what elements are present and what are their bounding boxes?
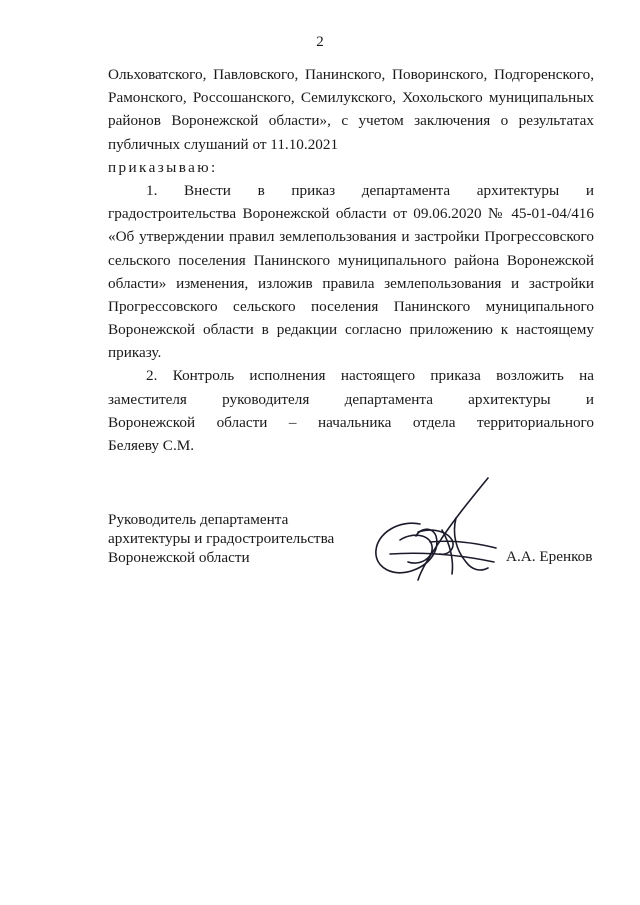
item-1-paragraph — [108, 179, 594, 365]
order-word: приказываю: — [108, 158, 218, 176]
text-line: сельского поселения Панинского муниципального района Воронежской — [108, 251, 594, 269]
signer-name: А.А. Еренков — [506, 548, 593, 565]
text-line: приказу. — [108, 344, 162, 362]
text-line: районов Воронежской области», с учетом заключения о результатах — [108, 112, 594, 130]
intro-paragraph — [108, 63, 594, 156]
page-number: 2 — [316, 34, 324, 50]
text-line: публичных слушаний от 11.10.2021 — [108, 135, 339, 153]
text-line: области» изменения, изложив правила землепользования и застройки — [108, 274, 594, 292]
text-line: градостроительства Воронежской области от 09.06.2020 № 45-01-04/416 — [108, 205, 594, 223]
text-line: «Об утверждении правил землепользования и застройки Прогрессовского — [108, 228, 594, 246]
signer-position-line: архитектуры и градостроительства — [108, 530, 335, 547]
text-line: Воронежской области – начальника отдела территориального — [108, 413, 594, 431]
signer-position — [108, 510, 334, 567]
text-line: 2. Контроль исполнения настоящего приказа возложить на — [146, 367, 594, 385]
text-line: 1. Внести в приказ департамента архитектуры и — [146, 181, 594, 199]
signer-position-line: Руководитель департамента — [108, 511, 289, 528]
text-line: Беляеву С.М. — [108, 437, 195, 454]
text-line: Рамонского, Россошанского, Семилукского, Хохольского муниципальных — [108, 89, 594, 107]
signer-position-line: Воронежской области — [108, 549, 250, 566]
item-2-paragraph — [108, 364, 594, 457]
text-line: заместителя руководителя департамента архитектуры и — [108, 390, 594, 408]
text-line: Прогрессовского сельского поселения Панинского муниципального — [108, 297, 594, 315]
document-body — [108, 63, 594, 457]
text-line: Воронежской области в редакции согласно приложению к настоящему — [108, 321, 594, 339]
handwritten-signature — [360, 470, 510, 595]
text-line: Ольховатского, Павловского, Панинского, Поворинского, Подгоренского, — [108, 66, 594, 83]
